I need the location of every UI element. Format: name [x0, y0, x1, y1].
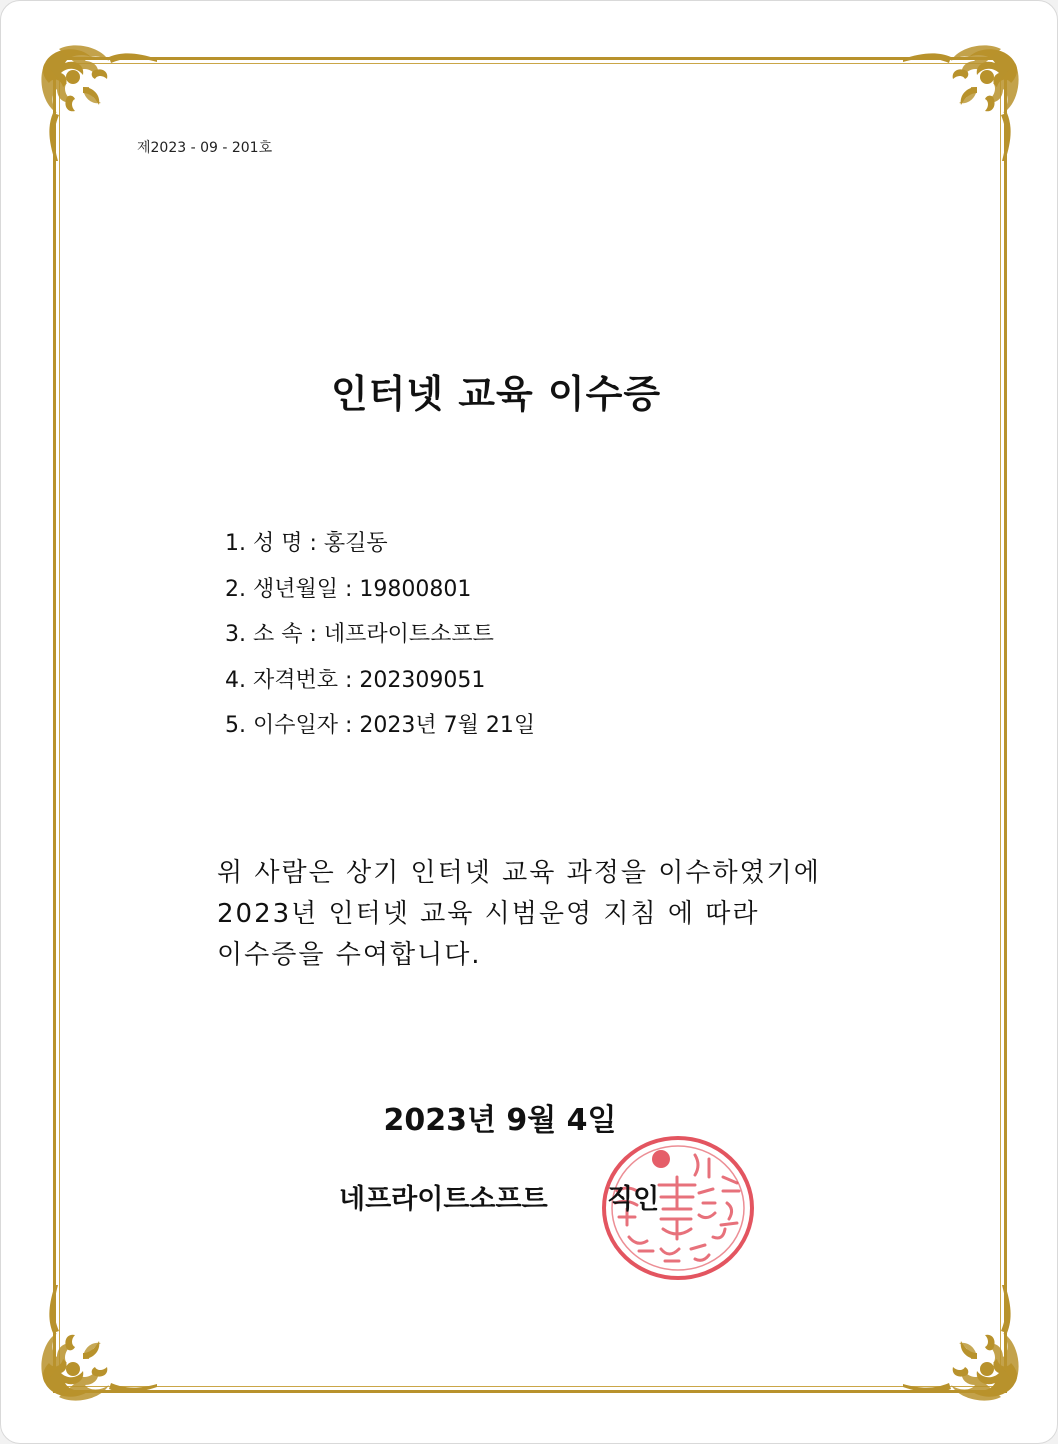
field-row-license-number	[225, 658, 535, 704]
field-value: 202309051	[359, 667, 486, 693]
corner-ornament-icon	[901, 43, 1021, 163]
certificate-statement	[217, 853, 821, 976]
field-value: 네프라이트소프트	[323, 622, 494, 647]
seal-label: 직인	[607, 1184, 660, 1215]
field-label: 2. 생년월일 :	[225, 576, 353, 602]
field-row-name	[225, 521, 535, 567]
field-label: 3. 소 속 :	[225, 622, 317, 647]
certificate-number: 제2023 - 09 - 201호	[137, 140, 273, 156]
issuer-name: 네프라이트소프트	[339, 1184, 548, 1215]
corner-ornament-icon	[901, 1283, 1021, 1403]
certificate-title: 인터넷 교육 이수증	[330, 372, 662, 416]
statement-line: 이수증을 수여합니다.	[217, 940, 482, 970]
field-label: 1. 성 명 :	[225, 531, 317, 556]
corner-ornament-icon	[39, 1283, 159, 1403]
statement-line: 위 사람은 상기 인터넷 교육 과정을 이수하였기에	[217, 858, 821, 888]
field-row-birthdate	[225, 567, 535, 613]
field-value: 19800801	[359, 576, 472, 602]
issue-date: 2023년 9월 4일	[383, 1103, 617, 1138]
statement-line: 2023년 인터넷 교육 시범운영 지침 에 따라	[217, 899, 760, 929]
field-row-affiliation	[225, 612, 535, 658]
field-label: 5. 이수일자 :	[225, 713, 353, 738]
field-row-completion-date	[225, 703, 535, 749]
field-value: 홍길동	[323, 531, 388, 556]
recipient-fields	[225, 521, 535, 749]
field-value: 2023년 7월 21일	[359, 713, 536, 738]
field-label: 4. 자격번호 :	[225, 667, 353, 693]
